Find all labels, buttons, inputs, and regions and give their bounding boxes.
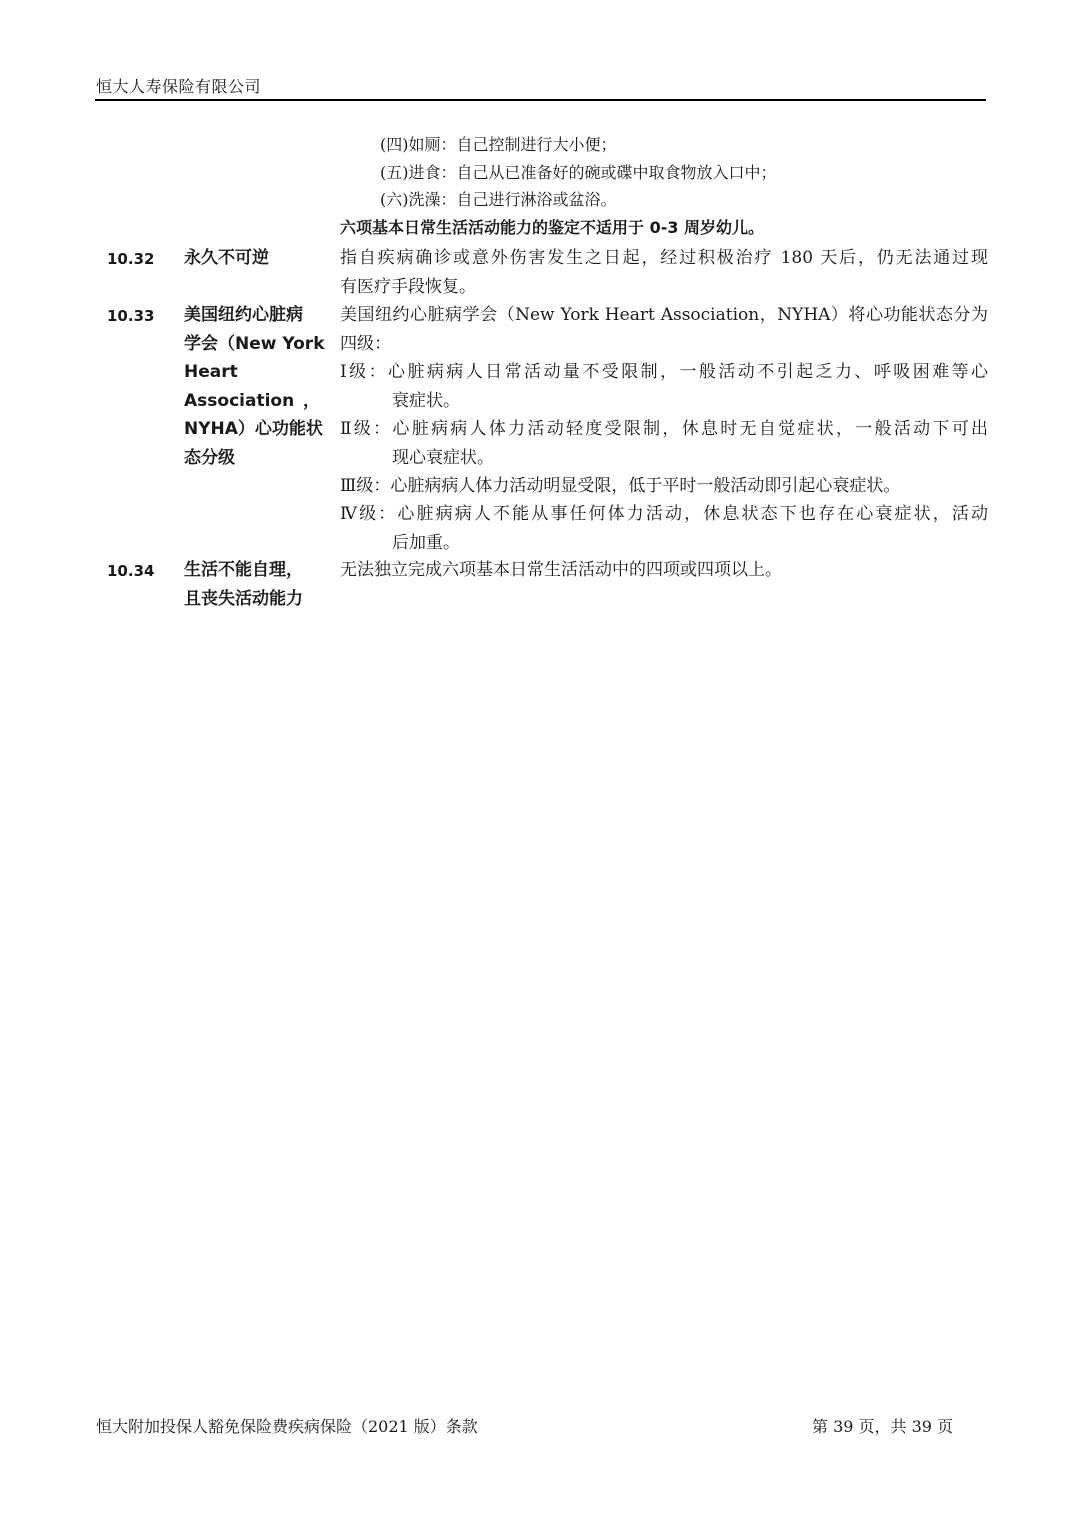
definition-line: 美国纽约心脏病学会（New York Heart Association，NYHA）将心功能状态分为 — [340, 305, 988, 325]
clause-term — [184, 244, 324, 273]
grade-line: Ⅳ级：心脏病病人不能从事任何体力活动，休息状态下也存在心衰症状，活动 — [340, 504, 988, 524]
company-name: 恒大人寿保险有限公司 — [96, 77, 262, 96]
term-line: 美国纽约心脏病 — [184, 305, 303, 325]
clause-definition — [340, 301, 988, 358]
term-line: 态分级 — [184, 447, 235, 468]
nyha-grade-4 — [340, 500, 988, 557]
definition-line: 有医疗手段恢复。 — [340, 276, 476, 297]
term-line: 且丧失活动能力 — [184, 588, 303, 609]
grade-continuation: 衰症状。 — [392, 390, 460, 411]
nyha-grade-2 — [340, 415, 988, 472]
grade-line: Ⅱ级：心脏病病人体力活动轻度受限制，休息时无自觉症状，一般活动下可出 — [340, 419, 988, 439]
term-line: 永久不可逆 — [184, 248, 269, 268]
grade-line: Ⅲ级：心脏病病人体力活动明显受限，低于平时一般活动即引起心衰症状。 — [340, 476, 901, 496]
term-line: Association — [184, 390, 295, 411]
term-line: NYHA）心功能状 — [184, 419, 323, 439]
document-title: 恒大附加投保人豁免保险费疾病保险（2021 版）条款 — [96, 1417, 478, 1436]
term-line-row — [184, 387, 320, 416]
clause-number: 10.33 — [107, 307, 155, 325]
activities-note: 六项基本日常生活活动能力的鉴定不适用于 0-3 周岁幼儿。 — [340, 218, 765, 237]
term-comma: ， — [303, 390, 320, 411]
definition-line: 四级： — [340, 333, 391, 354]
page-number: 第 39 页，共 39 页 — [812, 1417, 954, 1436]
clause-term — [184, 556, 324, 613]
header-divider — [95, 99, 986, 101]
grade-line: Ⅰ级：心脏病病人日常活动量不受限制，一般活动不引起乏力、呼吸困难等心 — [340, 362, 988, 382]
clause-definition — [340, 244, 988, 301]
clause-term — [184, 301, 324, 472]
nyha-grade-3 — [340, 472, 988, 501]
term-line: Heart — [184, 362, 238, 382]
term-line: 学会（New York — [184, 333, 325, 354]
clause-number: 10.32 — [107, 250, 155, 268]
definition-line: 指自疾病确诊或意外伤害发生之日起，经过积极治疗 180 天后，仍无法通过现 — [340, 248, 988, 268]
grade-continuation: 后加重。 — [392, 532, 460, 553]
grade-continuation: 现心衰症状。 — [392, 447, 494, 468]
nyha-grade-1 — [340, 358, 988, 415]
activity-bathing: (六)洗澡：自己进行淋浴或盆浴。 — [380, 190, 617, 209]
activity-toileting: (四)如厕：自己控制进行大小便； — [380, 135, 617, 154]
definition-line: 无法独立完成六项基本日常生活活动中的四项或四项以上。 — [340, 560, 782, 580]
clause-number: 10.34 — [107, 562, 155, 580]
clause-definition — [340, 556, 988, 585]
term-line: 生活不能自理， — [184, 560, 303, 580]
activity-eating: (五)进食：自己从已准备好的碗或碟中取食物放入口中； — [380, 163, 777, 182]
